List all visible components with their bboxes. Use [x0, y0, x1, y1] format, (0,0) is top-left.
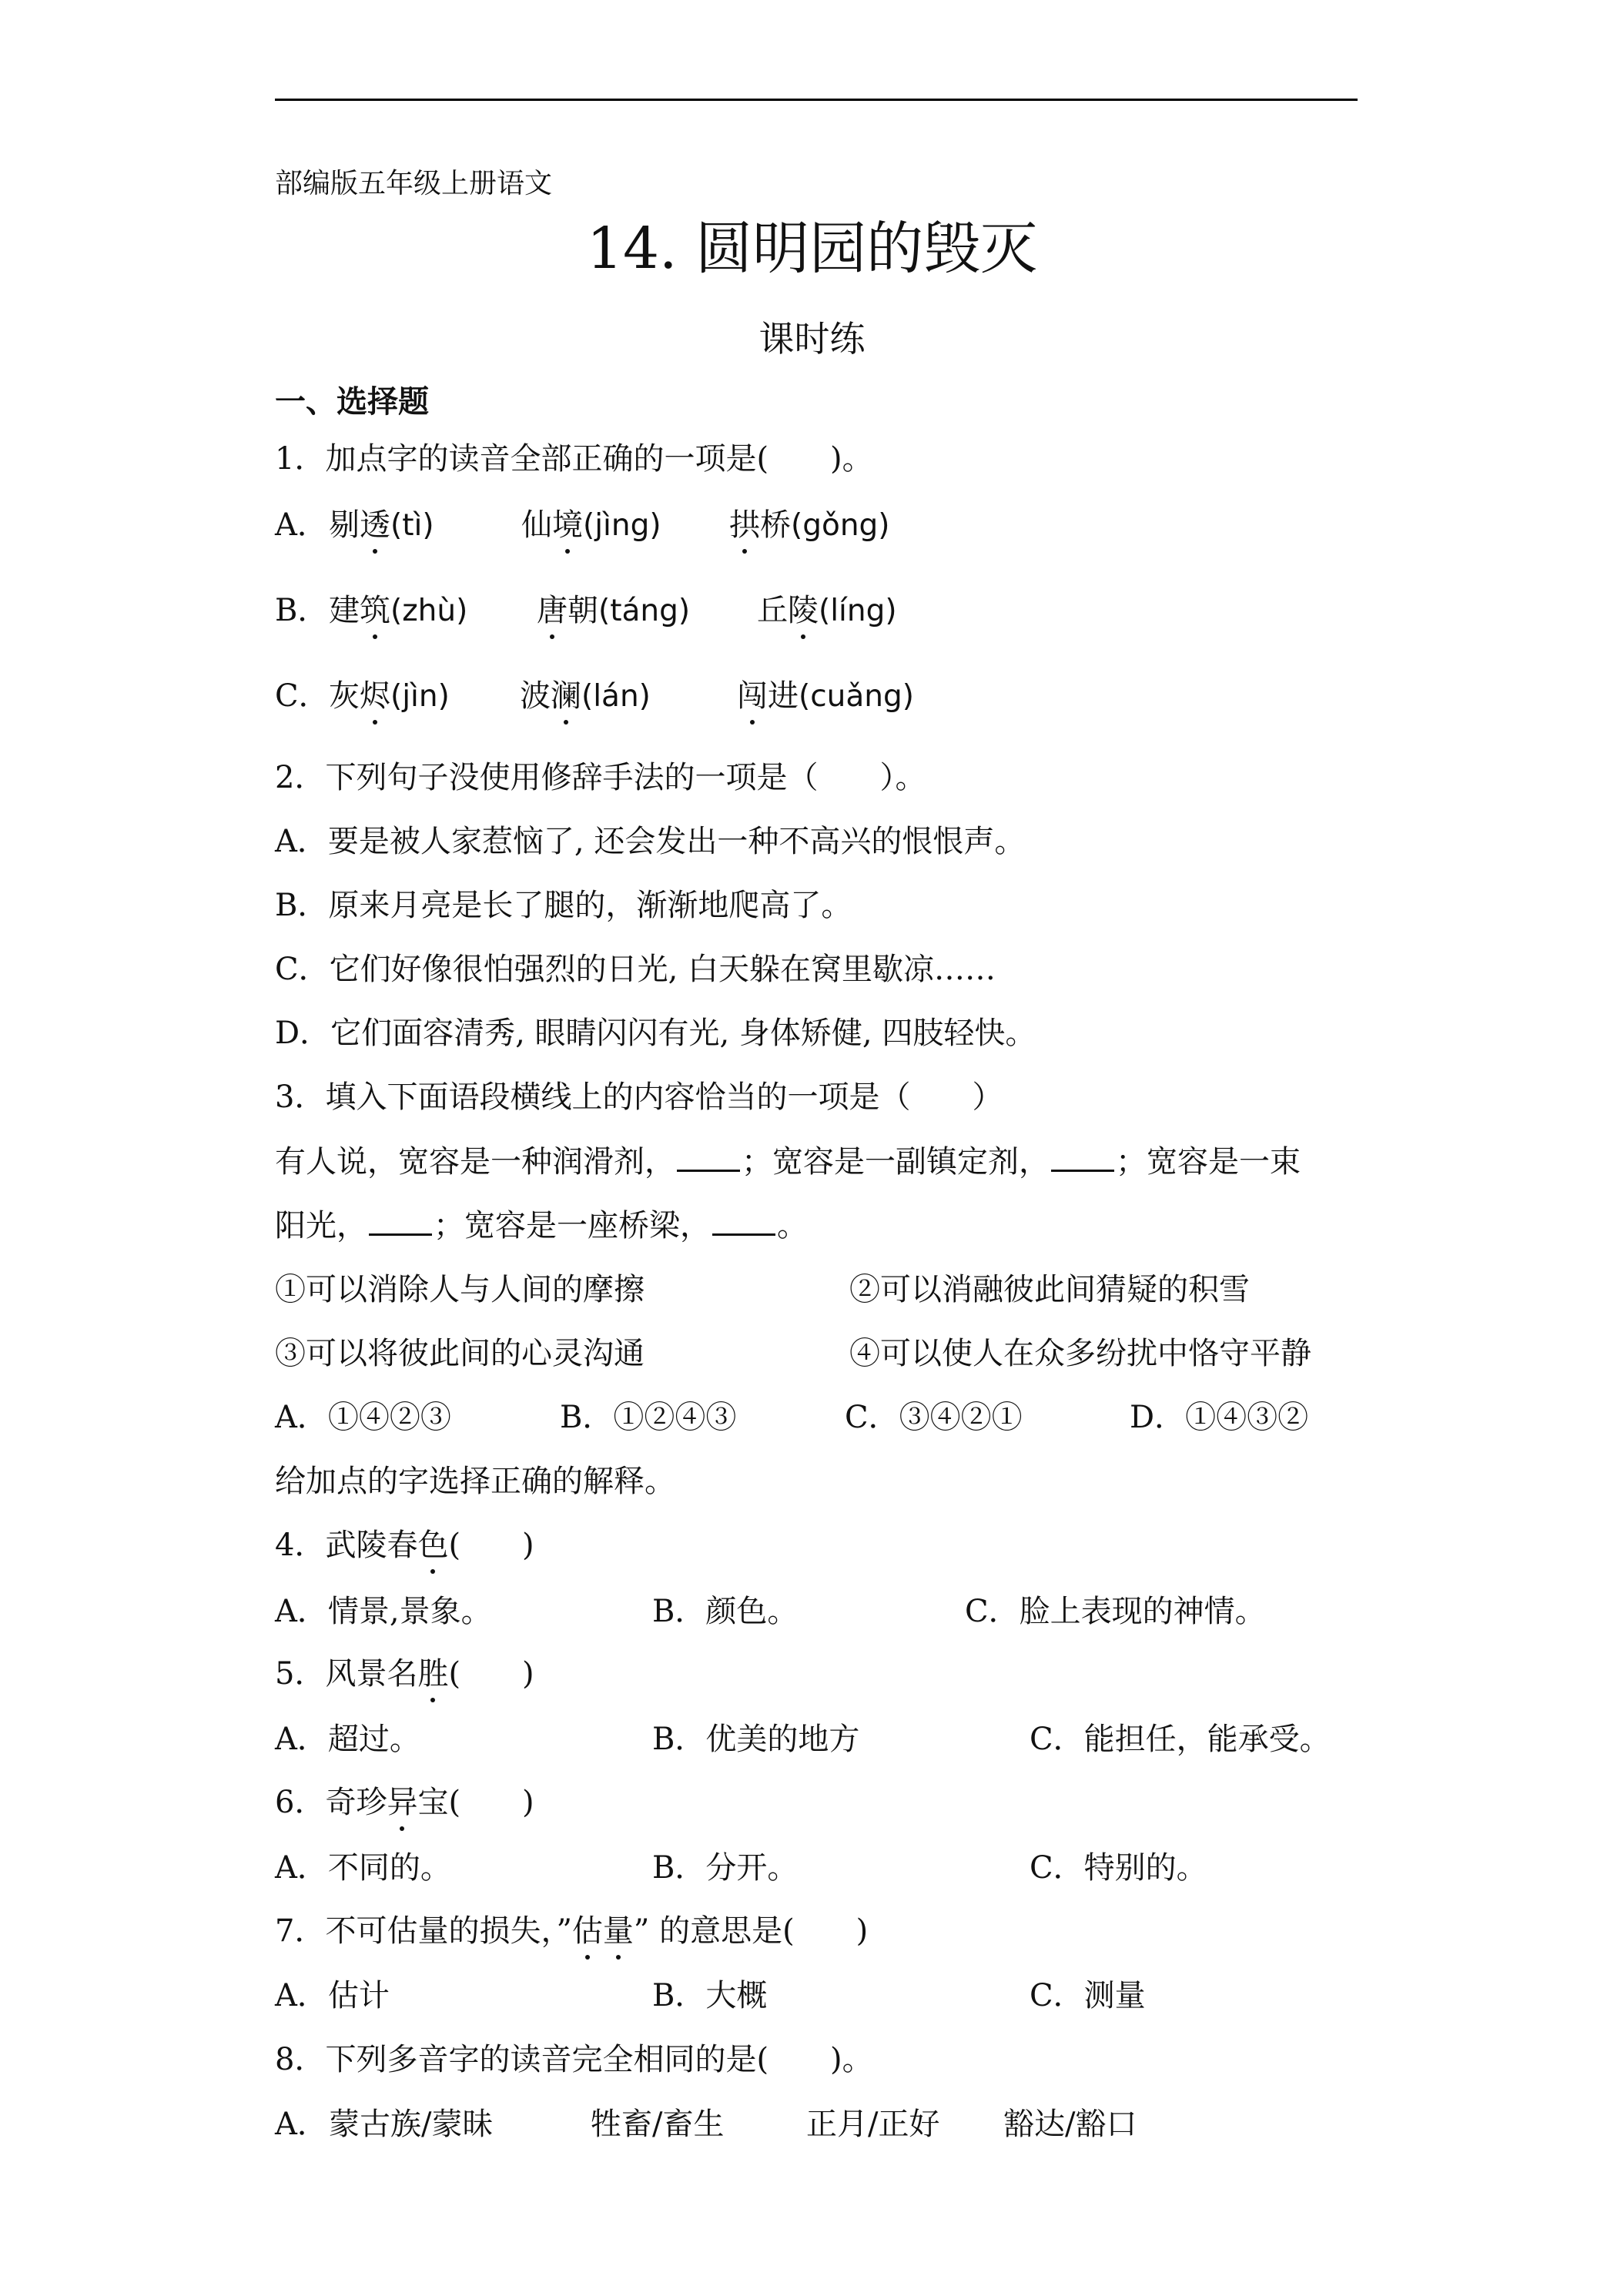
fill-blank — [369, 1210, 432, 1236]
emphasis-dot-char: 量 — [602, 1913, 634, 1949]
emphasis-dot-char: 拱 — [729, 507, 760, 543]
q3-option-d: D．①④③② — [1130, 1400, 1309, 1435]
q3-paragraph-line-2: 阳光， ；宽容是一座桥梁， 。 — [275, 1208, 808, 1243]
q3-option-a: A．①④②③ — [275, 1400, 451, 1435]
q1-c-item-3: 闯进(cuǎng) — [737, 678, 914, 714]
fill-blank — [712, 1210, 775, 1236]
q1-stem: 1．加点字的读音全部正确的一项是( )。 — [275, 441, 873, 477]
q1-option-a-label: A． — [275, 507, 328, 543]
q3-choice-1: ①可以消除人与人间的摩擦 — [275, 1272, 645, 1307]
q1-b-item-2: 唐朝(táng) — [537, 593, 691, 628]
q8-option-a-label: A． — [275, 2107, 328, 2142]
q3-option-b: B．①②④③ — [560, 1400, 737, 1435]
q1-c-item-1: 灰烬(jìn) — [329, 678, 450, 714]
fill-blank — [1051, 1146, 1114, 1172]
q5-option-b: B．优美的地方 — [652, 1722, 860, 1757]
q7-option-c: C．测量 — [1030, 1978, 1146, 2013]
q3-choice-2: ②可以消融彼此间猜疑的积雪 — [849, 1272, 1250, 1307]
instruction-text: 给加点的字选择正确的解释。 — [275, 1464, 675, 1499]
emphasis-dot-char: 烬 — [360, 678, 390, 714]
q2-option-a: A．要是被人家惹恼了, 还会发出一种不高兴的恨恨声。 — [275, 824, 1026, 859]
q3-choice-3: ③可以将彼此间的心灵沟通 — [275, 1336, 645, 1371]
emphasis-dot-char: 透 — [360, 507, 390, 543]
emphasis-dot-char: 唐 — [537, 593, 568, 628]
q1-a-item-1: 剔透(tì) — [329, 507, 434, 543]
emphasis-dot-char: 陵 — [788, 593, 819, 628]
q3-stem: 3．填入下面语段横线上的内容恰当的一项是（ ） — [275, 1079, 1003, 1115]
q6-option-c: C．特别的。 — [1030, 1850, 1207, 1886]
q2-stem: 2．下列句子没使用修辞手法的一项是（ ）。 — [275, 760, 926, 795]
q6-stem: 6．奇珍异宝( ) — [275, 1785, 534, 1820]
emphasis-dot-char: 筑 — [360, 593, 390, 628]
q8-a-item-2: 牲畜/畜生 — [591, 2107, 725, 2142]
emphasis-dot-char: 胜 — [417, 1656, 449, 1692]
q8-stem: 8．下列多音字的读音完全相同的是( )。 — [275, 2042, 873, 2077]
emphasis-dot-char: 色 — [417, 1528, 449, 1563]
emphasis-dot-char: 闯 — [737, 678, 768, 714]
q7-option-a: A．估计 — [275, 1978, 390, 2013]
q5-option-c: C．能担任，能承受。 — [1030, 1722, 1331, 1757]
q1-option-b-label: B． — [275, 593, 329, 628]
q1-a-item-3: 拱桥(gǒng) — [729, 507, 890, 543]
q2-option-b: B．原来月亮是长了腿的，渐渐地爬高了。 — [275, 888, 852, 923]
q6-option-a: A．不同的。 — [275, 1850, 451, 1886]
q4-stem: 4．武陵春色( ) — [275, 1528, 534, 1563]
q5-stem: 5．风景名胜( ) — [275, 1656, 534, 1692]
header-rule — [275, 99, 1358, 101]
emphasis-dot-char: 估 — [571, 1913, 603, 1949]
q1-c-item-2: 波澜(lán) — [520, 678, 651, 714]
q7-option-b: B．大概 — [652, 1978, 768, 2013]
q7-stem: 7．不可估量的损失，”估量” 的意思是( ) — [275, 1913, 869, 1949]
q3-choice-4: ④可以使人在众多纷扰中恪守平静 — [849, 1336, 1311, 1371]
q4-option-b: B．颜色。 — [652, 1594, 799, 1629]
q3-paragraph-line-1: 有人说，宽容是一种润滑剂， ；宽容是一副镇定剂， ；宽容是一束 — [275, 1144, 1301, 1180]
emphasis-dot-char: 异 — [387, 1785, 418, 1820]
q4-option-c: C．脸上表现的神情。 — [965, 1594, 1266, 1629]
emphasis-dot-char: 澜 — [551, 678, 581, 714]
q8-a-item-4: 豁达/豁口 — [1003, 2107, 1137, 2142]
q5-option-a: A．超过。 — [275, 1722, 420, 1757]
q8-a-item-3: 正月/正好 — [806, 2107, 940, 2142]
q1-b-item-3: 丘陵(líng) — [757, 593, 897, 628]
q1-b-item-1: 建筑(zhù) — [329, 593, 468, 628]
q2-option-c: C．它们好像很怕强烈的日光, 白天躲在窝里歇凉…… — [275, 952, 996, 987]
q2-option-d: D．它们面容清秀, 眼睛闪闪有光, 身体矫健, 四肢轻快。 — [275, 1016, 1036, 1051]
q8-a-item-1: 蒙古族/蒙昧 — [329, 2107, 494, 2142]
q3-option-c: C．③④②① — [845, 1400, 1023, 1435]
subject-label: 部编版五年级上册语文 — [275, 168, 553, 199]
q1-a-item-2: 仙境(jìng) — [521, 507, 661, 543]
q6-option-b: B．分开。 — [652, 1850, 799, 1886]
page-subtitle: 课时练 — [758, 318, 866, 360]
fill-blank — [677, 1146, 740, 1172]
emphasis-dot-char: 境 — [552, 507, 583, 543]
section-heading: 一、选择题 — [275, 383, 429, 420]
page-title: 14. 圆明园的毁灭 — [586, 216, 1038, 282]
q4-option-a: A．情景,景象。 — [275, 1594, 492, 1629]
q1-option-c-label: C． — [275, 678, 330, 714]
